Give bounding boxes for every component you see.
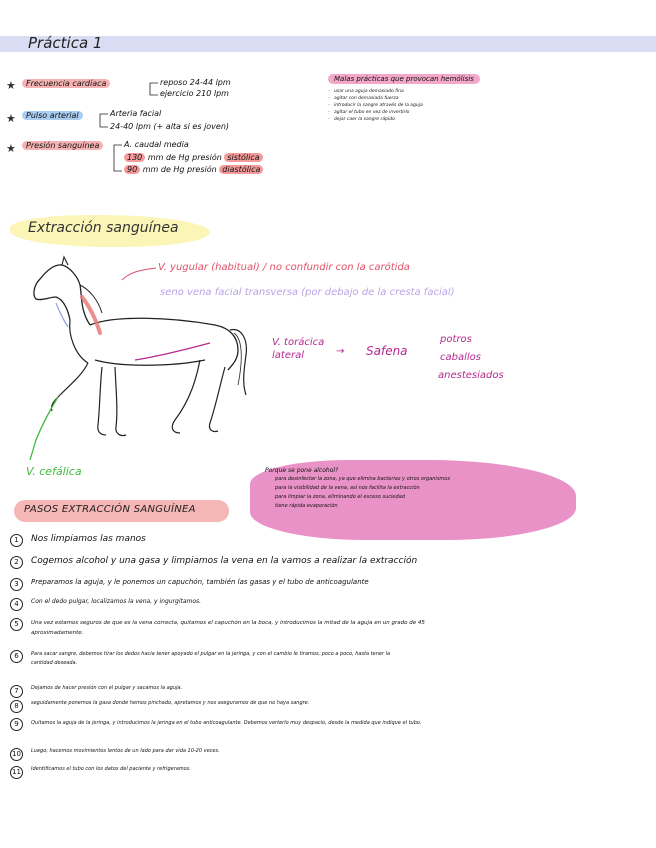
star-icon: ★ <box>6 112 16 125</box>
step-text: Preparamos la aguja, y le ponemos un capuchón, también las gasas y el tubo de anticoagulante <box>31 578 369 586</box>
frecuencia-label: Frecuencia cardíaca <box>22 79 110 88</box>
step-item <box>10 578 369 591</box>
list-item: - agitar con demasiada fuerza <box>328 95 528 102</box>
caballos-label: caballos <box>440 352 481 363</box>
step-item <box>10 618 440 638</box>
step-item <box>10 685 182 698</box>
frecuencia-reposo: reposo 24-44 lpm <box>160 78 231 87</box>
presion-arteria: A. caudal media <box>124 140 189 149</box>
list-item: - usar una aguja demasiado fina <box>328 88 528 95</box>
presion-label: Presión sanguínea <box>22 141 103 150</box>
alcohol-line: tiene rápida evaporación <box>275 503 338 509</box>
toracica-label: V. torácica <box>272 337 325 348</box>
step-item <box>10 718 480 731</box>
step-item <box>10 700 309 713</box>
step-number: 7 <box>10 685 23 698</box>
alcohol-question: Porque se pone alcohol? <box>265 467 339 474</box>
step-item <box>10 598 201 611</box>
step-item <box>10 556 417 569</box>
list-item: - introducir la sangre através de la aguja <box>328 102 528 109</box>
malas-practicas-box <box>328 66 528 123</box>
step-number: 9 <box>10 718 23 731</box>
toracica-label-2: lateral <box>272 350 304 361</box>
malas-practicas-title: Malas prácticas que provocan hemólisis <box>328 74 480 84</box>
pulso-arteria: Arteria facial <box>110 109 162 118</box>
step-text: Una vez estamos seguros de que es la vena correcta, quitamos el capuchón en la boca, y introducimos la mitad de la aguja en un grado de 45 aproximadamente. <box>31 620 425 636</box>
step-item <box>10 534 146 547</box>
step-text: Quitamos la aguja de la jeringa, y introducimos la jeringa en el tubo anticoagulante. Debemos verterlo muy despacio, desde la medida que indique el tubo. <box>31 720 422 726</box>
frecuencia-ejercicio: ejercicio 210 lpm <box>160 89 229 98</box>
alcohol-line: para la visibilidad de la vena, así nos facilita la extracción <box>275 485 420 491</box>
list-item: - agitar el tubo en vez de invertirlo <box>328 109 528 116</box>
pulso-valor: 24-40 lpm (+ alta si es joven) <box>110 122 230 131</box>
step-number: 2 <box>10 556 23 569</box>
presion-sistolica: 130 mm de Hg presión sistólica <box>124 153 263 162</box>
bracket-icon <box>96 111 110 131</box>
step-number: 3 <box>10 578 23 591</box>
arrow-icon: → <box>336 346 345 357</box>
potros-label: potros <box>440 334 472 345</box>
step-item <box>10 748 220 761</box>
step-number: 5 <box>10 618 23 631</box>
bracket-icon <box>110 142 124 176</box>
step-text: Dejamos de hacer presión con el pulgar y sacamos la aguja. <box>31 685 183 691</box>
safena-label: Safena <box>366 344 408 358</box>
alcohol-line: para limpiar la zona, eliminando el exceso suciedad <box>275 494 405 500</box>
anestesiados-label: anestesiados <box>438 370 504 381</box>
step-text: Luego, hacemos movimientos lentos de un lado para dar vida 10-20 veces. <box>31 748 220 754</box>
star-icon: ★ <box>6 79 16 92</box>
step-number: 10 <box>10 748 23 761</box>
step-number: 1 <box>10 534 23 547</box>
presion-diastolica: 90 mm de Hg presión diastólica <box>124 165 263 174</box>
step-text: Nos limpiamos las manos <box>31 534 146 544</box>
page-title: Práctica 1 <box>28 34 103 52</box>
yugular-label: V. yugular (habitual) / no confundir con la carótida <box>158 262 410 273</box>
pasos-title: PASOS EXTRACCIÓN SANGUÍNEA <box>24 504 196 515</box>
step-number: 6 <box>10 650 23 663</box>
yugular-arrow <box>120 262 160 282</box>
alcohol-note <box>265 466 565 511</box>
alcohol-line: para desinfectar la zona, ya que elimina bacterias y otros organismos <box>275 476 450 482</box>
step-text: seguidamente ponemos la gasa donde hemos pinchado, apretamos y nos aseguramos de que no haya sangre. <box>31 700 310 706</box>
cefalica-label: V. cefálica <box>26 465 82 478</box>
step-item <box>10 766 191 779</box>
step-text: Cogemos alcohol y una gasa y limpiamos la vena en la vamos a realizar la extracción <box>31 556 418 566</box>
step-item <box>10 650 410 668</box>
step-text: Con el dedo pulgar, localizamos la vena, y ingurgitamos. <box>31 598 202 605</box>
list-item: - dejar caer la sangre rápido <box>328 116 528 123</box>
bracket-icon <box>146 80 160 98</box>
transversa-label: seno vena facial transversa (por debajo de la cresta facial) <box>160 287 455 298</box>
step-number: 11 <box>10 766 23 779</box>
step-number: 4 <box>10 598 23 611</box>
extraccion-title: Extracción sanguínea <box>28 220 179 236</box>
step-text: Para sacar sangre, debemos tirar los dedos hacia tener apoyado el pulgar en la jeringa, y con el cambio le tiramos, poco a poco, hasta tener la cantidad deseada. <box>31 651 391 666</box>
pulso-label: Pulso arterial <box>22 111 83 120</box>
step-text: Identificamos el tubo con los datos del paciente y refrigeramos. <box>31 766 191 772</box>
step-number: 8 <box>10 700 23 713</box>
star-icon: ★ <box>6 142 16 155</box>
